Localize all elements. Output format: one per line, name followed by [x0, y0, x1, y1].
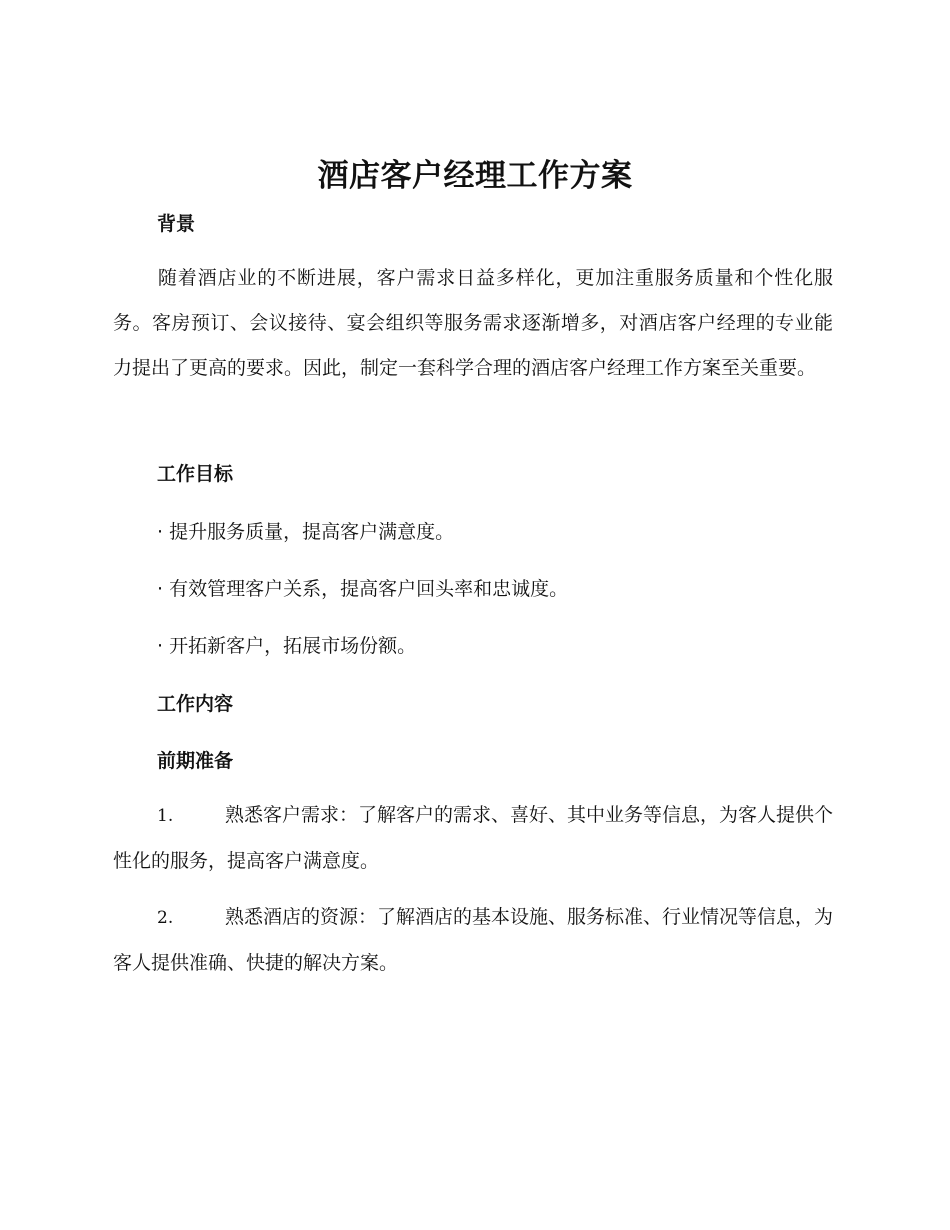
- section-heading-content: 工作内容: [157, 693, 234, 715]
- item-number: 1.: [157, 806, 174, 826]
- document-title: 酒店客户经理工作方案: [317, 158, 633, 194]
- goal-item: · 提升服务质量，提高客户满意度。: [157, 521, 455, 543]
- section-heading-background: 背景: [157, 213, 196, 235]
- background-paragraph-text: 随着酒店业的不断进展，客户需求日益多样化，更加注重服务质量和个性化服务。客房预订、会议接待、宴会组织等服务需求逐渐增多，对酒店客户经理的专业能力提出了更高的要求。因此，制定一套科学合理的酒店客户经理工作方案至关重要。: [113, 267, 833, 379]
- background-paragraph: [113, 256, 833, 391]
- item-text: 熟悉酒店的资源：了解酒店的基本设施、服务标准、行业情况等信息，为客人提供准确、快捷的解决方案。: [113, 906, 834, 974]
- section-heading-goals: 工作目标: [157, 463, 234, 485]
- item-number: 2.: [157, 908, 174, 928]
- subsection-heading-preparation: 前期准备: [157, 750, 234, 772]
- numbered-item: [113, 793, 833, 884]
- goal-item: · 有效管理客户关系，提高客户回头率和忠诚度。: [157, 578, 569, 600]
- numbered-item: [113, 895, 833, 986]
- item-text: 熟悉客户需求：了解客户的需求、喜好、其中业务等信息，为客人提供个性化的服务，提高客户满意度。: [113, 804, 834, 872]
- goal-item: · 开拓新客户，拓展市场份额。: [157, 635, 417, 657]
